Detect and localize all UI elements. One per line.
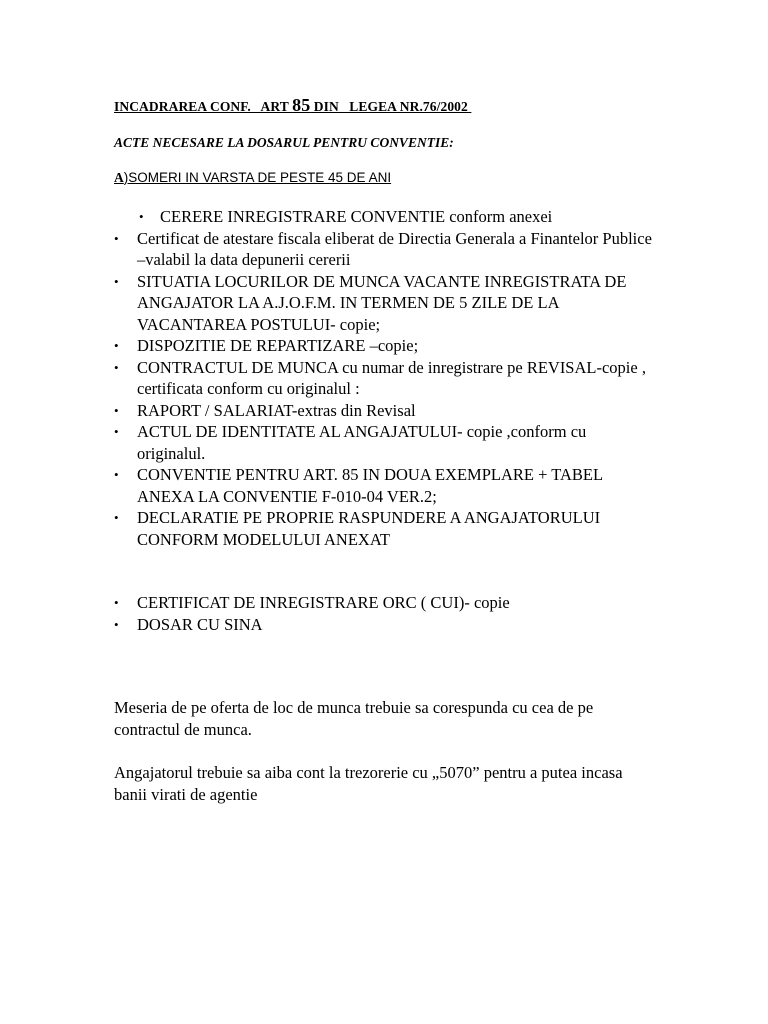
paragraph-treasury-account: Angajatorul trebuie sa aiba cont la trezorerie cu „5070” pentru a putea incasa banii virati de agentie	[114, 763, 623, 804]
required-documents-list	[0, 206, 768, 550]
list-item-text: CERERE INREGISTRARE CONVENTIE conform anexei	[160, 207, 553, 226]
list-item	[0, 271, 657, 336]
heading-part1: INCADRAREA CONF. ART	[114, 99, 293, 114]
bullet-icon: •	[114, 595, 119, 610]
list-item	[0, 335, 657, 357]
bullet-icon: •	[114, 467, 119, 482]
list-item	[0, 400, 657, 422]
list-item-text: Certificat de atestare fiscala eliberat de Directia Generala a Finantelor Publice –valabil la data depunerii cererii	[137, 228, 652, 269]
bullet-icon: •	[114, 424, 119, 439]
section-text: )SOMERI IN VARSTA DE PESTE 45 DE ANI	[123, 170, 392, 185]
list-item-text: DISPOZITIE DE REPARTIZARE –copie;	[137, 336, 419, 355]
list-item-text: CONVENTIE PENTRU ART. 85 IN DOUA EXEMPLARE + TABEL ANEXA LA CONVENTIE F-010-04 VER.2;	[137, 465, 603, 506]
list-item	[0, 464, 657, 507]
list-item	[0, 206, 680, 228]
list-item-text: DECLARATIE PE PROPRIE RASPUNDERE A ANGAJATORULUI CONFORM MODELULUI ANEXAT	[137, 508, 601, 549]
bullet-icon: •	[114, 616, 119, 632]
list-item	[0, 421, 657, 464]
paragraph-job-match: Meseria de pe oferta de loc de munca trebuie sa corespunda cu cea de pe contractul de munca.	[114, 698, 594, 739]
list-item	[0, 592, 657, 614]
list-item	[0, 614, 657, 636]
list-item-text: DOSAR CU SINA	[137, 614, 263, 634]
bullet-icon: •	[114, 273, 119, 289]
list-item-text: CERTIFICAT DE INREGISTRARE ORC ( CUI)- copie	[137, 593, 510, 612]
bullet-icon: •	[114, 510, 119, 525]
list-item-text: CONTRACTUL DE MUNCA cu numar de inregistrare pe REVISAL-copie , certificata conform cu originalul :	[137, 357, 646, 398]
list-item	[0, 228, 657, 271]
heading-part2: DIN LEGEA NR.76/2002	[310, 99, 472, 114]
list-item	[0, 507, 657, 550]
list-item-text: SITUATIA LOCURILOR DE MUNCA VACANTE INREGISTRATA DE ANGAJATOR LA A.J.O.F.M. IN TERMEN DE 5 ZILE DE LA VACANTAREA POSTULUI- copie;	[137, 271, 627, 334]
bullet-icon: •	[114, 359, 119, 375]
list-item	[0, 357, 657, 400]
bullet-icon: •	[139, 209, 144, 224]
section-letter: A	[114, 170, 124, 185]
document-subtitle: ACTE NECESARE LA DOSARUL PENTRU CONVENTIE:	[114, 135, 454, 150]
additional-documents-list	[0, 592, 768, 635]
heading-art-number: 85	[292, 95, 311, 115]
section-heading	[114, 170, 391, 186]
list-item-text: RAPORT / SALARIAT-extras din Revisal	[137, 400, 416, 420]
bullet-icon: •	[114, 338, 119, 353]
bullet-icon: •	[114, 230, 119, 246]
bullet-icon: •	[114, 402, 119, 418]
list-item-text: ACTUL DE IDENTITATE AL ANGAJATULUI- copie ,conform cu originalul.	[137, 422, 587, 463]
document-heading	[114, 95, 471, 116]
